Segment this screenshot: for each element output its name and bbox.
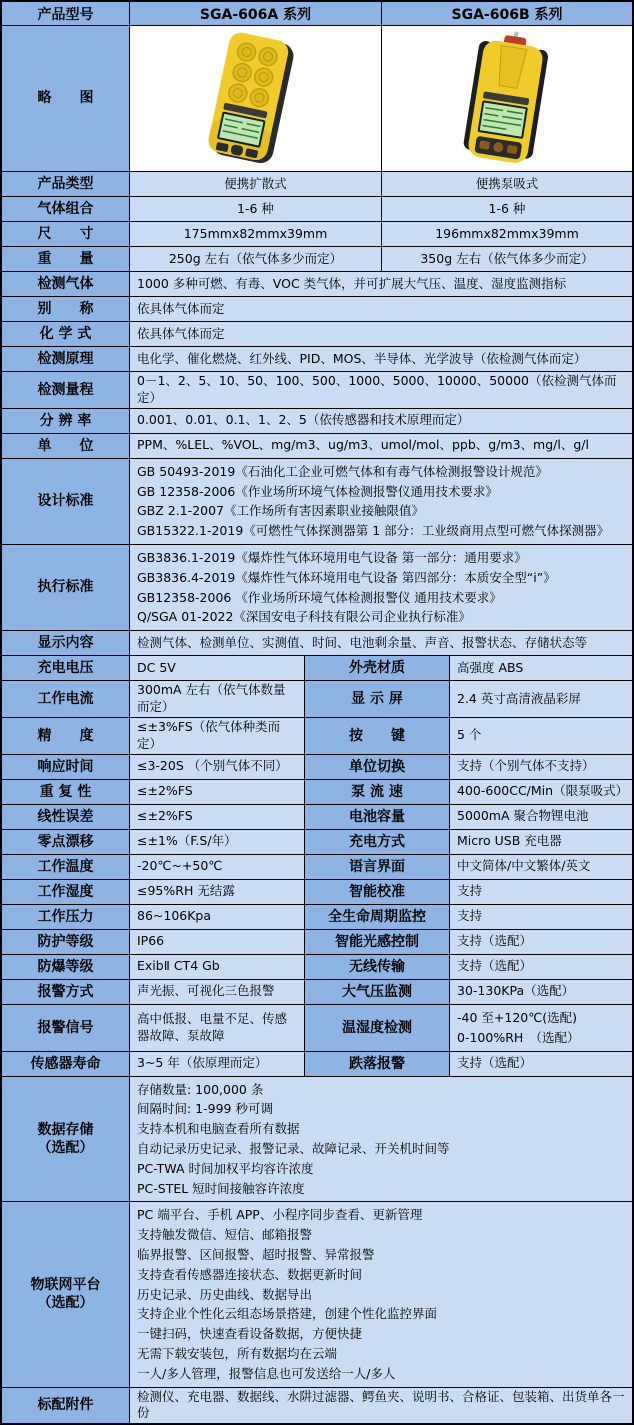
standard-line: Q/SGA 01-2022《深国安电子科技有限公司企业执行标准》	[137, 609, 471, 625]
row-label: 标配附件	[2, 1388, 130, 1424]
row-design-standards	[2, 459, 632, 545]
iot-line: 支持触发微信、短信、邮箱报警	[137, 1227, 313, 1243]
row-label-right: 显 示 屏	[305, 681, 450, 717]
row-label-left: 重 复 性	[2, 780, 130, 804]
header-series-a: SGA-606A 系列	[130, 2, 382, 25]
row-value-left: 300mA 左右（依气体数量而定）	[130, 681, 305, 717]
row-label-right: 单位切换	[305, 755, 450, 779]
row-weight	[2, 247, 632, 272]
row-value-right: 5 个	[450, 718, 632, 754]
row-value-left: 3~5 年（依原理而定）	[130, 1052, 305, 1076]
row-value-left: ≤3-20S （个别气体不同）	[130, 755, 305, 779]
storage-line: PC-TWA 时间加权平均容许浓度	[137, 1160, 314, 1176]
row-value-right: 支持	[450, 905, 632, 929]
row-label-right: 温湿度检测	[305, 1005, 450, 1051]
row-response-unitswitch	[2, 755, 632, 780]
storage-line: 间隔时间: 1-999 秒可调	[137, 1101, 273, 1117]
row-alarmmode-airpressure	[2, 980, 632, 1005]
row-label: 气体组合	[2, 197, 130, 221]
row-value-right: 支持（选配）	[450, 955, 632, 979]
row-label-left: 工作温度	[2, 855, 130, 879]
row-data-storage	[2, 1077, 632, 1203]
row-value-right: 30-130KPa（选配）	[450, 980, 632, 1004]
storage-line: 自动记录历史记录、报警记录、故障记录、开关机时间等	[137, 1141, 450, 1157]
row-value-left: ≤±1%（F.S/年）	[130, 830, 305, 854]
iot-line: 临界报警、区间报警、超时报警、异常报警	[137, 1247, 375, 1262]
row-current-display	[2, 681, 632, 718]
row-label	[2, 1202, 130, 1386]
iot-platform-list	[130, 1202, 632, 1386]
standard-line: GB12358-2006 《作业场所环境气体检测报警仪 通用技术要求》	[137, 589, 502, 605]
label-line: （选配）	[37, 1140, 94, 1157]
row-dimensions	[2, 222, 632, 247]
row-label: 检测原理	[2, 347, 130, 371]
value-b: 便携泵吸式	[382, 172, 632, 196]
row-label-right: 按 键	[305, 718, 450, 754]
row-label-right: 电池容量	[305, 805, 450, 829]
iot-line: PC 端平台、手机 APP、小程序同步查看、更新管理	[137, 1207, 423, 1223]
value-b: 350g 左右（依气体多少而定）	[382, 247, 632, 271]
humidity-range-line: 0-100%RH （选配）	[457, 1029, 580, 1045]
iot-line: 一人/多人管理，报警信息也可发送给一人/多人	[137, 1365, 396, 1381]
standard-line: GBZ 2.1-2007《工作场所有害因素职业接触限值》	[137, 503, 425, 519]
row-value: 检测仪、充电器、数据线、水阱过滤器、鳄鱼夹、说明书、合格证、包装箱、出货单各一份	[130, 1388, 632, 1424]
data-storage-list	[130, 1077, 632, 1202]
row-label: 检测气体	[2, 272, 130, 296]
row-sensorlife-dropalarm	[2, 1052, 632, 1077]
row-zerodrift-charging	[2, 830, 632, 855]
row-label-left: 防护等级	[2, 930, 130, 954]
row-label-right: 全生命周期监控	[305, 905, 450, 929]
row-value-right	[450, 1005, 632, 1051]
row-product-type	[2, 172, 632, 197]
row-value: 检测气体、检测单位、实测值、时间、电池剩余量、声音、报警状态、存储状态等	[130, 631, 632, 655]
row-value-left: IP66	[130, 930, 305, 954]
row-value-left: ExibⅡ CT4 Gb	[130, 955, 305, 979]
row-repeatability-pumpspeed	[2, 780, 632, 805]
value-a: 1-6 种	[130, 197, 382, 221]
sga-606a-device-photo	[130, 26, 381, 171]
row-iot-platform	[2, 1202, 632, 1387]
row-display-content	[2, 631, 632, 656]
row-value-right: 2.4 英寸高清液晶彩屏	[450, 681, 632, 717]
row-value-left: -20℃~+50℃	[130, 855, 305, 879]
row-accessories	[2, 1388, 632, 1424]
row-exec-standards	[2, 545, 632, 631]
row-value: PPM、%LEL、%VOL、mg/m3、ug/m3、umol/mol、ppb、g/m3、mg/l、g/l	[130, 434, 632, 458]
row-value: 0－1、2、5、10、50、100、500、1000、5000、10000、50000（依检测气体而定）	[130, 372, 632, 408]
row-value-right: 支持（选配）	[450, 930, 632, 954]
value-b: 196mmx82mmx39mm	[382, 222, 632, 246]
row-resolution	[2, 409, 632, 434]
iot-line: 历史记录、历史曲线、数据导出	[137, 1286, 313, 1302]
row-value-right: 支持	[450, 880, 632, 904]
row-detect-range	[2, 372, 632, 409]
header-product-model: 产品型号	[2, 2, 130, 25]
row-detect-gas	[2, 272, 632, 297]
row-gas-combination	[2, 197, 632, 222]
row-protection-lightsense	[2, 930, 632, 955]
row-value: 依具体气体而定	[130, 322, 632, 346]
row-value-left: 86~106Kpa	[130, 905, 305, 929]
row-value-right: 支持（选配）	[450, 1052, 632, 1076]
row-chemical-formula	[2, 322, 632, 347]
row-alarmsignal-temphumidity	[2, 1005, 632, 1052]
header-row	[2, 2, 632, 26]
row-charge-voltage-shell	[2, 656, 632, 681]
row-value-right: Micro USB 充电器	[450, 830, 632, 854]
row-value-left: ≤±2%FS	[130, 805, 305, 829]
row-label-right: 无线传输	[305, 955, 450, 979]
label-line: 物联网平台	[30, 1277, 101, 1294]
row-label-right: 泵 流 速	[305, 780, 450, 804]
device-a-illustration	[156, 29, 356, 169]
iot-line: 支持查看传感器连接状态、数据更新时间	[137, 1266, 363, 1282]
row-value: 1000 多种可燃、有毒、VOC 类气体，并可扩展大气压、温度、湿度监测指标	[130, 272, 632, 296]
sketch-label: 略 图	[2, 26, 130, 171]
row-label-left: 防爆等级	[2, 955, 130, 979]
row-value-right: 5000mA 聚合物锂电池	[450, 805, 632, 829]
row-label-left: 精 度	[2, 718, 130, 754]
row-label-left: 响应时间	[2, 755, 130, 779]
row-label-left: 传感器寿命	[2, 1052, 130, 1076]
storage-line: PC-STEL 短时间接触容许浓度	[137, 1180, 305, 1196]
row-label: 产品类型	[2, 172, 130, 196]
design-standards-list	[130, 459, 632, 544]
row-value: 0.001、0.01、0.1、1、2、5（依传感器和技术原理而定）	[130, 409, 632, 433]
sketch-row	[2, 26, 632, 172]
iot-line: 无需下载安装包，所有数据均在云端	[137, 1345, 338, 1361]
row-label-left: 工作压力	[2, 905, 130, 929]
header-series-b: SGA-606B 系列	[382, 2, 632, 25]
value-a: 250g 左右（依气体多少而定）	[130, 247, 382, 271]
row-pressure-lifecycle	[2, 905, 632, 930]
row-alias	[2, 297, 632, 322]
row-value-left: ≤±3%FS（依气体种类而定）	[130, 718, 305, 754]
row-label-right: 外壳材质	[305, 656, 450, 680]
row-label-left: 零点漂移	[2, 830, 130, 854]
sga-606b-device-photo	[382, 26, 632, 171]
row-label: 尺 寸	[2, 222, 130, 246]
row-value-right: 中文简体/中文繁体/英文	[450, 855, 632, 879]
row-accuracy-keys	[2, 718, 632, 755]
label-line: 数据存储	[37, 1121, 94, 1138]
row-label-right: 智能校准	[305, 880, 450, 904]
exec-standards-list	[130, 545, 632, 630]
row-value: 电化学、催化燃烧、红外线、PID、MOS、半导体、光学波导（依检测气体而定）	[130, 347, 632, 371]
row-label	[2, 1077, 130, 1202]
row-label: 检测量程	[2, 372, 130, 408]
row-label-left: 工作电流	[2, 681, 130, 717]
row-label: 别 称	[2, 297, 130, 321]
row-label: 执行标准	[2, 545, 130, 630]
row-worktemp-language	[2, 855, 632, 880]
row-label-left: 充电电压	[2, 656, 130, 680]
standard-line: GB 50493-2019《石油化工企业可燃气体和有毒气体检测报警设计规范》	[137, 463, 548, 479]
row-value-right: 高强度 ABS	[450, 656, 632, 680]
temp-range-line: -40 至+120℃(选配)	[457, 1009, 578, 1025]
storage-line: 存储数量: 100,000 条	[137, 1081, 264, 1097]
row-label: 单 位	[2, 434, 130, 458]
label-line: （选配）	[37, 1295, 94, 1312]
standard-line: GB3836.1-2019《爆炸性气体环境用电气设备 第一部分：通用要求》	[137, 549, 527, 565]
device-a-cell	[130, 26, 382, 171]
iot-line: 一键扫码，快速查看设备数据，方便快捷	[137, 1326, 363, 1342]
row-label: 分 辨 率	[2, 409, 130, 433]
row-value-left: DC 5V	[130, 656, 305, 680]
device-b-illustration	[407, 29, 607, 169]
row-label-left: 工作湿度	[2, 880, 130, 904]
row-label-right: 智能光感控制	[305, 930, 450, 954]
value-a: 175mmx82mmx39mm	[130, 222, 382, 246]
row-label-right: 跌落报警	[305, 1052, 450, 1076]
value-b: 1-6 种	[382, 197, 632, 221]
row-value-left: ≤95%RH 无结露	[130, 880, 305, 904]
row-label: 显示内容	[2, 631, 130, 655]
row-humidity-calibration	[2, 880, 632, 905]
row-linearity-battery	[2, 805, 632, 830]
row-value-right: 支持（个别气体不支持）	[450, 755, 632, 779]
row-value-left: 高中低报、电量不足、传感器故障、泵故障	[130, 1005, 305, 1051]
row-label-left: 报警方式	[2, 980, 130, 1004]
standard-line: GB3836.4-2019《爆炸性气体环境用电气设备 第四部分：本质安全型“i”》	[137, 569, 556, 585]
row-label-right: 充电方式	[305, 830, 450, 854]
row-detect-principle	[2, 347, 632, 372]
iot-line: 支持企业个性化云组态场景搭建，创建个性化监控界面	[137, 1306, 438, 1322]
row-label-right: 大气压监测	[305, 980, 450, 1004]
row-units	[2, 434, 632, 459]
standard-line: GB15322.1-2019《可燃性气体探测器第 1 部分：工业级商用点型可燃气体探测器》	[137, 523, 610, 539]
value-a: 便携扩散式	[130, 172, 382, 196]
row-value-left: 声光振、可视化三色报警	[130, 980, 305, 1004]
row-value: 依具体气体而定	[130, 297, 632, 321]
row-label: 设计标准	[2, 459, 130, 544]
storage-line: 支持本机和电脑查看所有数据	[137, 1121, 300, 1137]
row-label-left: 线性误差	[2, 805, 130, 829]
row-explosionproof-wireless	[2, 955, 632, 980]
row-value-left: ≤±2%FS	[130, 780, 305, 804]
standard-line: GB 12358-2006《作业场所环境气体检测报警仪通用技术要求》	[137, 483, 498, 499]
row-value-right: 400-600CC/Min（限泵吸式）	[450, 780, 632, 804]
row-label-left: 报警信号	[2, 1005, 130, 1051]
row-label: 化 学 式	[2, 322, 130, 346]
device-b-cell	[382, 26, 632, 171]
row-label-right: 语言界面	[305, 855, 450, 879]
row-label: 重 量	[2, 247, 130, 271]
